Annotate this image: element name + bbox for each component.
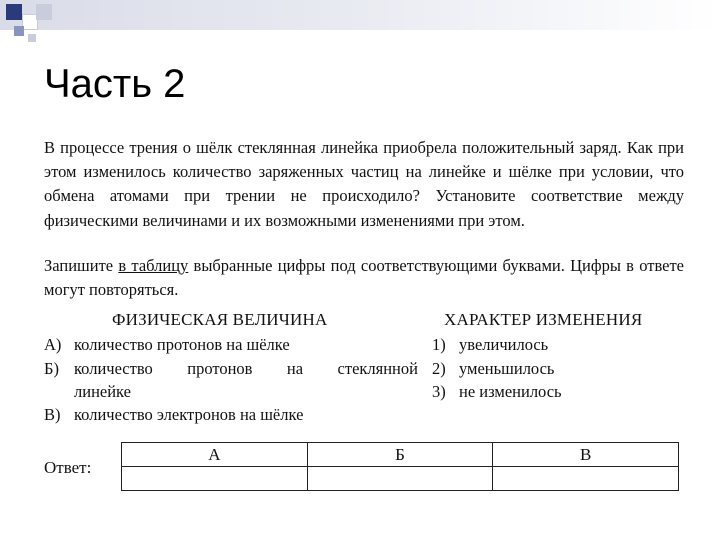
answer-column-b: Б [307,443,493,467]
decorative-square [14,26,24,36]
decorative-square [28,34,36,42]
quantity-item-b [44,357,418,403]
instructions-text-start: Запишите [44,256,119,275]
item-word: протонов [187,359,253,378]
item-text [74,357,418,403]
item-text: уменьшилось [459,359,555,378]
answer-cell-c[interactable] [493,467,679,491]
decorative-header-bar [0,0,720,30]
answer-cell-a[interactable] [122,467,308,491]
answer-table [121,442,679,491]
instructions-text-end: выбранные цифры под соответствующими буквами. Цифры в ответе могут повторяться. [44,256,684,300]
answer-label: Ответ: [44,458,92,477]
problem-statement: В процессе трения о шёлк стеклянная линейка приобрела положительный заряд. Как при этом изменилось количество заряженных частиц на линейке и шёлке при условии, что обмена атомами при трении не происходило? Установите соответствие между физическими величинами и их возможными изменениями при этом. [44,138,684,230]
quantity-item-a [44,333,418,356]
decorative-square [36,4,52,20]
quantity-item-c [44,403,418,426]
instructions-underlined: в таблицу [118,256,189,275]
item-text-line2: линейке [74,382,131,401]
instructions [44,254,684,302]
item-text: количество протонов на шёлке [74,335,290,354]
answer-cell-b[interactable] [307,467,493,491]
item-text: не изменилось [459,382,562,401]
change-type-header: ХАРАКТЕР ИЗМЕНЕНИЯ [444,310,643,329]
answer-column-a: А [122,443,308,467]
item-label: 1) [432,335,446,354]
item-word: стеклянной [337,359,418,378]
item-text: увеличилось [459,335,549,354]
item-word: количество [74,359,153,378]
item-label: 2) [432,359,446,378]
item-word: на [286,359,304,378]
physical-quantity-header: ФИЗИЧЕСКАЯ ВЕЛИЧИНА [112,310,328,329]
answer-column-c: В [493,443,679,467]
decorative-square [6,4,22,20]
answer-input-row [122,467,679,491]
answer-header-row [122,443,679,467]
item-text: количество электронов на шёлке [74,405,304,424]
item-label: Б) [44,359,59,378]
item-label: 3) [432,382,446,401]
slide-title: Часть 2 [44,62,186,106]
item-label: А) [44,335,62,354]
item-label: В) [44,405,61,424]
